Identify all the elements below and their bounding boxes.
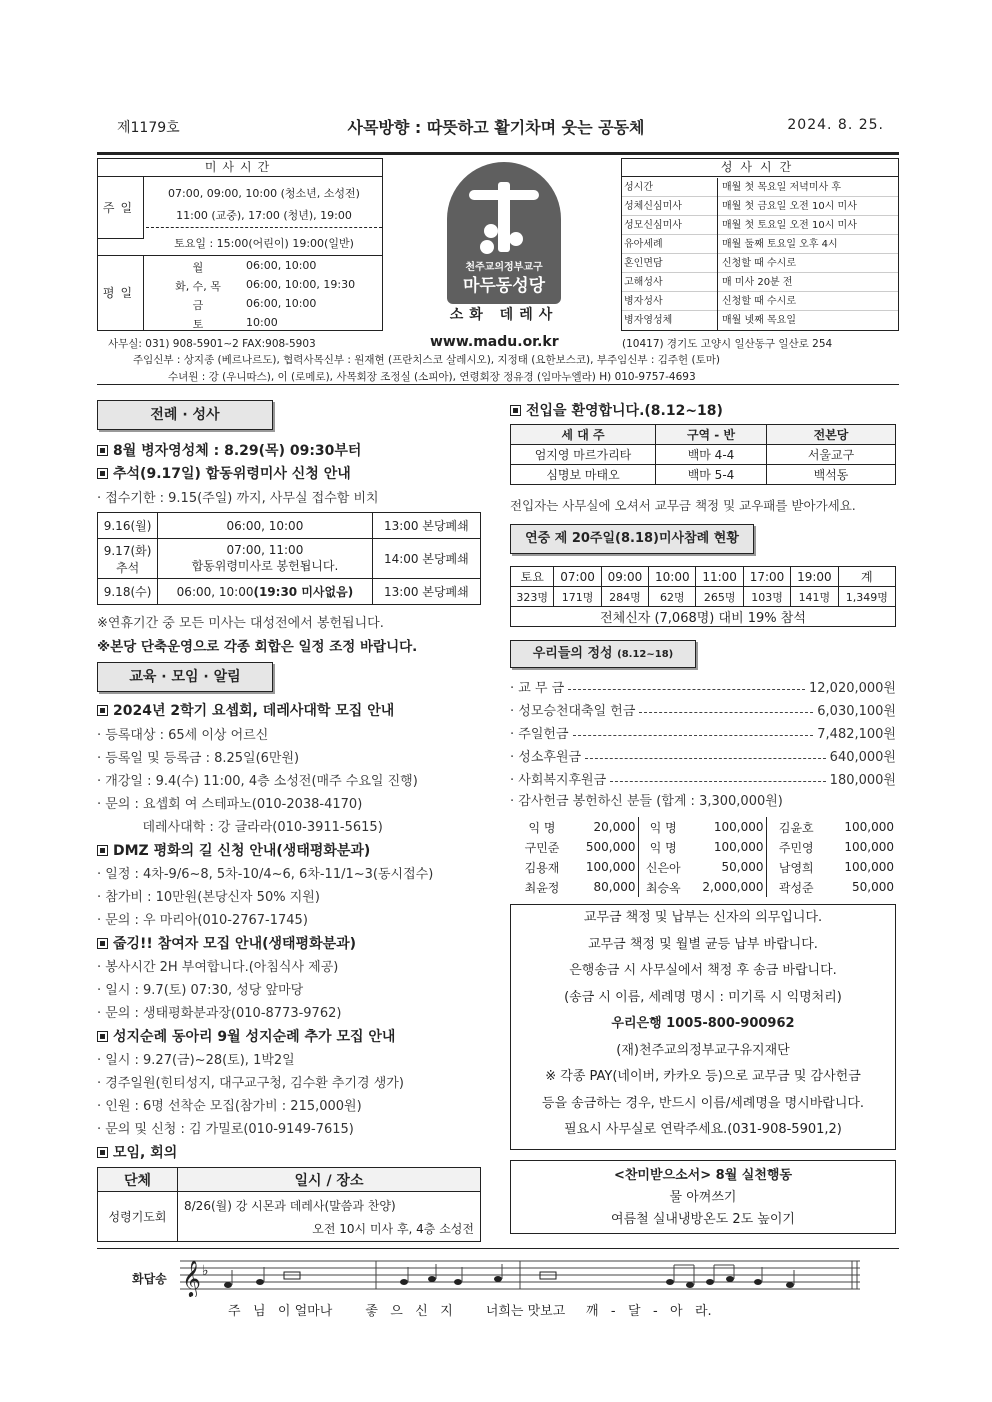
offering-name: · 주일헌금 [510, 727, 569, 742]
newcomers-table [510, 424, 896, 485]
rose-icon [484, 224, 498, 238]
closure-note: ※본당 단축운영으로 각종 회합은 일정 조정 바랍니다. [97, 639, 418, 655]
sacrament-time: 매월 첫 토요일 오전 10시 미사 [722, 220, 857, 231]
list-item: · 일시 : 9.27(금)~28(토), 1박2일 [97, 1053, 295, 1068]
donor-row [516, 837, 894, 857]
psalm-rule [97, 1248, 899, 1249]
saturday-line: 토요일 : 15:00(어린이) 19:00(일반) [174, 237, 354, 250]
weekday-time: 06:00, 10:00 [246, 259, 317, 272]
weekday-day: 화, 수, 목 [175, 280, 221, 293]
section-heading [97, 840, 370, 860]
sacrament-name: 병자성사 [624, 292, 718, 311]
meetings-table [97, 1167, 481, 1242]
offering-name: · 교 무 금 [510, 681, 565, 696]
square-bullet-icon [97, 1031, 108, 1042]
donor-amount: 500,000 [568, 837, 638, 857]
district: 백마 5-4 [656, 465, 767, 485]
list-item: · 문의 : 우 마리아(010-2767-1745) [97, 913, 308, 928]
sacrament-time: 매 미사 20분 전 [722, 277, 793, 288]
offering-amount: 6,030,100원 [817, 704, 896, 719]
table-header: 세 대 주 [511, 425, 656, 445]
dash-leader [639, 706, 813, 713]
parish-patron: 소화 데레사 [449, 307, 559, 323]
sacrament-time: 신청할 때 수시로 [722, 258, 796, 269]
donor-amount: 100,000 [688, 837, 766, 857]
table-row [511, 445, 896, 465]
diocese-name: 천주교의정부교구 [465, 262, 543, 273]
weekday-time: 10:00 [246, 316, 278, 329]
sunday-line-2: 11:00 (교중), 17:00 (청년), 19:00 [176, 209, 352, 222]
table-header: 19:00 [791, 567, 838, 587]
attendance-value: 141명 [791, 587, 838, 607]
table-header: 단체 [98, 1168, 178, 1192]
heading-text: 2024년 2학기 요셉회, 데레사대학 모집 안내 [113, 703, 395, 719]
attendance-value: 265명 [696, 587, 743, 607]
donor-amount: 100,000 [844, 860, 894, 874]
donor-name: 익 명 [528, 820, 556, 835]
square-bullet-icon [97, 938, 108, 949]
list-item: · 경주일원(힌티성지, 대구교구청, 김수환 추기경 생가) [97, 1076, 404, 1091]
square-bullet-icon [97, 1147, 108, 1158]
sacrament-row [622, 197, 898, 216]
sunday-label: 주일 [98, 177, 144, 239]
donor-amount: 50,000 [852, 880, 894, 894]
attendance-value: 103명 [743, 587, 790, 607]
notice-line: (재)천주교의정부교구유지재단 [616, 1042, 790, 1058]
parish-name: 마두동성당 [462, 276, 546, 296]
liturgy-tab: 전례 · 성사 [97, 400, 273, 430]
flat-icon: ♭ [202, 1263, 209, 1279]
offering-name: · 사회복지후원금 [510, 773, 607, 788]
psalm-staff [180, 1255, 866, 1297]
sacrament-name: 유아세례 [624, 235, 718, 254]
head-of-household: 심명보 마태오 [511, 465, 656, 485]
sisters-line: 수녀원 : 강 (우니따스), 이 (로메로), 사목회장 조정실 (소피아), 연령회장 정유경 (임마누엘라) H) 010-9757-4693 [168, 371, 696, 383]
table-header: 07:00 [554, 567, 601, 587]
list-item: · 인원 : 6명 선착순 모집(참가비 : 215,000원) [97, 1099, 362, 1114]
sacrament-time: 신청할 때 수시로 [722, 296, 796, 307]
table-header: 전본당 [767, 425, 896, 445]
dash-leader [573, 729, 814, 736]
table-header: 계 [838, 567, 895, 587]
parish-logo [447, 162, 561, 304]
mass-times-box [97, 158, 383, 331]
offering-name: · 성소후원금 [510, 750, 582, 765]
psalm-label: 화답송 [132, 1272, 167, 1286]
schedule-date: 9.18(수) [98, 579, 158, 605]
weekday-day: 토 [192, 318, 204, 331]
sacrament-row [622, 311, 898, 330]
attendance-summary: 전체신자 (7,068명) 대비 19% 참석 [511, 607, 896, 627]
attendance-value: 323명 [511, 587, 554, 607]
square-bullet-icon [510, 405, 521, 416]
square-bullet-icon [97, 445, 108, 456]
schedule-closing: 13:00 본당폐쇄 [372, 579, 480, 605]
contact-rule [97, 384, 899, 385]
head-of-household: 엄지영 마르가리타 [511, 445, 656, 465]
schedule-mass: 06:00, 10:00 [158, 513, 373, 539]
list-item: · 일정 : 4차-9/6~8, 5차-10/4~6, 6차-11/1~3(동시접수) [97, 867, 434, 882]
cross-icon [498, 182, 510, 252]
donor-name: 최윤정 [524, 880, 560, 895]
schedule-date: 9.16(월) [98, 513, 158, 539]
laudato-si-box [510, 1160, 896, 1234]
table-row [511, 465, 896, 485]
no-mass-text: (19:30 미사없음) [253, 585, 354, 599]
attendance-tab: 연중 제 20주일(8.18)미사참례 현황 [510, 524, 754, 554]
donor-amount: 50,000 [688, 857, 766, 877]
sick-communion-heading [97, 440, 361, 460]
offerings-list [510, 675, 896, 813]
list-item: · 봉사시간 2H 부여합니다.(아침식사 제공) [97, 960, 339, 975]
sacrament-row [622, 178, 898, 197]
donor-name: 남영희 [778, 860, 814, 875]
list-item: · 문의 : 요셉회 여 스테파노(010-2038-4170) [97, 797, 363, 812]
offering-amount: 12,020,000원 [809, 681, 896, 696]
previous-parish: 백석동 [767, 465, 896, 485]
donor-amount: 100,000 [568, 857, 638, 877]
list-item: · 등록대상 : 65세 이상 어르신 [97, 728, 269, 743]
education-tab: 교육 · 모임 · 알림 [97, 662, 273, 692]
dashed-divider [146, 227, 382, 228]
sacrament-name: 고해성사 [624, 273, 718, 292]
memorial-mass-heading [97, 463, 351, 483]
laudato-action: 물 아껴쓰기 [669, 1190, 737, 1205]
sacrament-times-title: 성사시간 [622, 159, 898, 177]
schedule-date [98, 539, 158, 579]
chuseok-schedule-table [97, 512, 481, 605]
section-heading [97, 700, 394, 720]
sunday-line-1: 07:00, 09:00, 10:00 (청소년, 소성전) [168, 187, 360, 200]
donor-row [516, 817, 894, 837]
donor-name: 김용재 [524, 860, 560, 875]
donor-row [516, 877, 894, 897]
schedule-mass [158, 539, 373, 579]
list-item: · 참가비 : 10만원(본당신자 50% 지원) [97, 890, 320, 905]
attendance-value: 1,349명 [838, 587, 895, 607]
mass-time-text: 07:00, 11:00 [226, 543, 304, 557]
schedule-closing: 13:00 본당폐쇄 [372, 513, 480, 539]
list-item: 데레사대학 : 강 글라라(010-3911-5615) [97, 820, 383, 835]
sacrament-row [622, 254, 898, 273]
sacrament-time: 매월 첫 목요일 저녁미사 후 [722, 182, 841, 193]
sacrament-name: 성모신심미사 [624, 216, 718, 235]
tab-text: 우리들의 정성 [532, 646, 613, 661]
sacrament-time: 매월 둘째 토요일 오후 4시 [722, 239, 838, 250]
donor-amount: 80,000 [568, 877, 638, 897]
notice-line: 교무금 책정 및 납부는 신자의 의무입니다. [583, 910, 823, 925]
parish-website-link[interactable]: www.madu.or.kr [430, 334, 559, 350]
notice-line: (송금 시 이름, 세례명 명시 : 미기록 시 익명처리) [564, 989, 842, 1005]
heading-text: 전입을 환영합니다.(8.12~18) [526, 403, 723, 419]
weekday-label: 평일 [98, 256, 144, 330]
offering-row [510, 744, 896, 767]
issue-date: 2024. 8. 25. [787, 117, 884, 133]
sacrament-row [622, 235, 898, 254]
date-text: 9.17(화) [103, 543, 152, 558]
newcomers-heading [510, 400, 723, 420]
office-phone: 사무실: 031) 908-5901∼2 FAX:908-5903 [108, 338, 316, 350]
square-bullet-icon [97, 705, 108, 716]
notice-line: 교무금 책정 및 월별 균등 납부 바랍니다. [588, 936, 818, 952]
list-item: · 일시 : 9.7(토) 07:30, 성당 앞마당 [97, 983, 304, 998]
mass-note-text: 합동위령미사로 봉헌됩니다. [191, 559, 339, 573]
list-item: · 개강일 : 9.4(수) 11:00, 4층 소성전(매주 수요일 진행) [97, 774, 418, 789]
district: 백마 4-4 [656, 445, 767, 465]
table-header: 구역 - 반 [656, 425, 767, 445]
donor-amount: 2,000,000 [688, 877, 766, 897]
dash-leader [568, 683, 805, 690]
donor-name: 구민준 [524, 840, 560, 855]
attendance-values-row [511, 587, 896, 607]
dash-leader [585, 752, 826, 759]
donor-name: 익 명 [649, 840, 677, 855]
offering-amount: 7,482,100원 [817, 727, 896, 742]
donors-table [516, 817, 894, 897]
table-header: 일시 / 장소 [178, 1168, 481, 1192]
mass-times-title: 미사시간 [98, 159, 382, 177]
list-item: · 문의 및 신청 : 김 가밀로(010-9149-7615) [97, 1122, 354, 1137]
clergy-line: 주임신부 : 상지종 (베르나르도), 협력사목신부 : 원재현 (프란치스코 살레시오), 지정태 (요한보스코), 부주임신부 : 김주헌 (토마) [133, 354, 720, 366]
dash-leader [610, 775, 826, 782]
table-header: 09:00 [601, 567, 648, 587]
list-item: · 등록일 및 등록금 : 8.25일(6만원) [97, 751, 300, 766]
meeting-group: 성령기도회 [98, 1192, 178, 1242]
square-bullet-icon [97, 845, 108, 856]
offering-row [510, 698, 896, 721]
heading-text: DMZ 평화의 길 신청 안내(생태평화분과) [113, 843, 371, 859]
previous-parish: 서울교구 [767, 445, 896, 465]
sacrament-row [622, 273, 898, 292]
attendance-value: 171명 [554, 587, 601, 607]
tithe-notice-box [510, 904, 896, 1150]
donor-name: 김윤호 [778, 820, 814, 835]
holiday-text: 추석 [115, 560, 140, 575]
heading-text: 줍깅!! 참여자 모집 안내(생태평화분과) [113, 936, 357, 952]
donor-name: 최승옥 [645, 880, 681, 895]
sacrament-name: 병자영성체 [624, 311, 718, 330]
meeting-detail [178, 1192, 481, 1242]
donor-name: 곽성준 [778, 880, 814, 895]
offering-amount: 180,000원 [829, 773, 896, 788]
attendance-value: 284명 [601, 587, 648, 607]
schedule-closing: 14:00 본당폐쇄 [372, 539, 480, 579]
thanks-offering-heading: · 감사헌금 봉헌하신 분들 (합계 : 3,300,000원) [510, 794, 783, 809]
meeting-line: 8/26(월) 강 시몬과 데레사(말씀과 찬양) [184, 1198, 396, 1213]
section-heading [97, 1026, 395, 1046]
donor-amount: 20,000 [568, 817, 638, 837]
offerings-tab [510, 640, 696, 668]
sacrament-row [622, 292, 898, 311]
sacrament-name: 성시간 [624, 178, 718, 197]
donor-name: 익 명 [649, 820, 677, 835]
notice-line: 등을 송금하는 경우, 반드시 이름/세례명을 명시바랍니다. [541, 1095, 865, 1111]
rose-icon [480, 240, 494, 254]
laudato-title: <찬미받으소서> 8월 실천행동 [613, 1168, 793, 1183]
pastoral-direction: 사목방향 : 따뜻하고 활기차며 웃는 공동체 [347, 118, 645, 137]
donor-amount: 100,000 [844, 820, 894, 834]
weekday-day: 월 [192, 261, 204, 274]
attendance-value: 62명 [649, 587, 696, 607]
bank-account: 우리은행 1005-800-900962 [611, 1016, 795, 1031]
heading-text: 추석(9.17일) 합동위령미사 신청 안내 [113, 466, 351, 482]
attendance-table [510, 566, 896, 627]
offering-row [510, 675, 896, 698]
donor-amount: 100,000 [688, 817, 766, 837]
weekday-time: 06:00, 10:00 [246, 297, 317, 310]
donor-amount: 100,000 [844, 840, 894, 854]
section-heading [97, 1142, 177, 1162]
sacrament-row [622, 216, 898, 235]
psalm-lyrics: 주 님 이 얼마나 좋 으 신 지 너희는 맛보고 깨 - 달 - 아 라. [228, 1304, 712, 1319]
issue-number: 제1179호 [117, 120, 180, 136]
parish-address: (10417) 경기도 고양시 일산동구 일산로 254 [622, 338, 833, 350]
sacrament-times-box [621, 158, 899, 331]
tab-subtext: (8.12~18) [617, 649, 674, 660]
laudato-action: 여름철 실내냉방온도 2도 높이기 [611, 1212, 795, 1227]
newcomers-note: 전입자는 사무실에 오셔서 교무금 책정 및 교우패를 받아가세요. [510, 498, 856, 513]
sacrament-time: 매월 첫 금요일 오전 10시 미사 [722, 201, 857, 212]
sacrament-time: 매월 넷째 목요일 [722, 315, 796, 326]
donor-name: 신은아 [645, 860, 681, 875]
sacrament-name: 성체신심미사 [624, 197, 718, 216]
heading-text: 8월 병자영성체 : 8.29(목) 09:30부터 [113, 443, 362, 459]
section-heading [97, 933, 356, 953]
heading-text: 모임, 회의 [113, 1145, 178, 1161]
meeting-line: 오전 10시 미사 후, 4층 소성전 [312, 1221, 474, 1236]
offering-name: · 성모승천대축일 헌금 [510, 704, 636, 719]
table-header: 11:00 [696, 567, 743, 587]
weekday-day: 금 [192, 299, 204, 312]
offering-amount: 640,000원 [829, 750, 896, 765]
header-rule [97, 152, 899, 155]
notice-line: 은행송금 시 사무실에서 책정 후 송금 바랍니다. [569, 963, 837, 978]
table-header: 17:00 [743, 567, 790, 587]
holiday-note: ※연휴기간 중 모든 미사는 대성전에서 봉헌됩니다. [97, 616, 384, 631]
schedule-mass [158, 579, 373, 605]
table-header: 10:00 [649, 567, 696, 587]
table-header: 토요 [511, 567, 554, 587]
donor-name: 주민영 [778, 840, 814, 855]
treble-clef-icon: 𝄞 [182, 1259, 201, 1297]
square-bullet-icon [97, 468, 108, 479]
notice-line: 필요시 사무실로 연락주세요.(031-908-5901,2) [564, 1122, 842, 1137]
notice-line: ※ 각종 PAY(네이버, 카카오 등)으로 교무금 및 감사헌금 [545, 1069, 861, 1084]
offering-row [510, 721, 896, 744]
list-item: · 문의 : 생태평화분과장(010-8773-9762) [97, 1006, 342, 1021]
weekday-time: 06:00, 10:00, 19:30 [246, 278, 356, 291]
rose-icon [509, 232, 523, 246]
sacrament-name: 혼인면담 [624, 254, 718, 273]
memorial-mass-note: · 접수기한 : 9.15(주일) 까지, 사무실 접수함 비치 [97, 491, 379, 506]
mass-time-text: 06:00, 10:00 [176, 585, 254, 599]
offering-row [510, 767, 896, 790]
attendance-header-row [511, 567, 896, 587]
heading-text: 성지순례 동아리 9월 성지순례 추가 모집 안내 [113, 1029, 396, 1045]
donor-row [516, 857, 894, 877]
